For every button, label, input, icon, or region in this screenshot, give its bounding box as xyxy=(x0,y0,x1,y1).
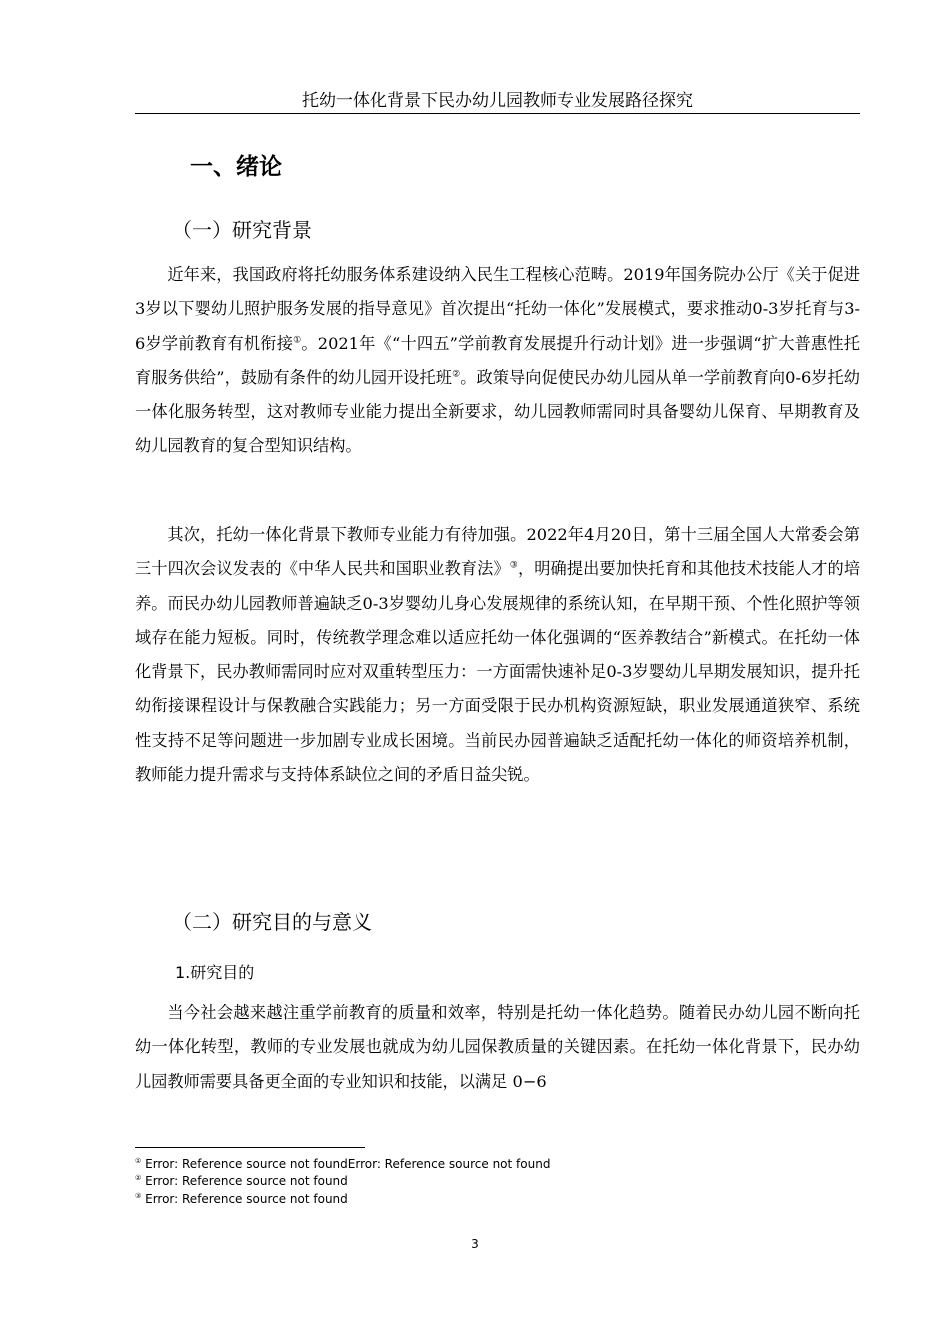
footnote-text: Error: Reference source not found xyxy=(145,1192,348,1206)
footnote-separator xyxy=(135,1147,365,1148)
paragraph-text: 其次，托幼一体化背景下教师专业能力有待加强。2022年4月20日，第十三届全国人大常委会第三十四次会议发表的《中华人民共和国职业教育法》 xyxy=(135,525,860,579)
chapter-heading: 一、绪论 xyxy=(190,154,282,180)
footnote-ref[interactable]: ③ xyxy=(509,560,518,571)
footnote-3 xyxy=(135,1192,348,1206)
footnote-1 xyxy=(135,1157,550,1171)
section-heading-background: （一）研究背景 xyxy=(172,218,312,242)
page-number: 3 xyxy=(471,1237,479,1251)
footnote-mark: ① xyxy=(135,1157,142,1165)
paragraph-text: 近年来，我国政府将托幼服务体系建设纳入民生工程核心范畴。2019年国务院办公厅《关于促进3岁以下婴幼儿照护服务发展的指导意见》首次提出“托幼一体化”发展模式，要求推动0-3岁托育与3-6岁学前教育有机衔接 xyxy=(135,265,860,353)
subsection-heading: 1.研究目的 xyxy=(175,963,255,982)
footnote-mark: ② xyxy=(135,1174,142,1182)
paragraph-text: 。2021年《“十四五”学前教育发展提升行动计划》进一步强调“扩大普惠性托育服务供给”，鼓励有条件的幼儿园开设托班 xyxy=(135,333,860,387)
paragraph-purpose: 当今社会越来越注重学前教育的质量和效率，特别是托幼一体化趋势。随着民办幼儿园不断向托幼一体化转型，教师的专业发展也就成为幼儿园保教质量的关键因素。在托幼一体化背景下，民办幼儿园教师需要具备更全面的专业知识和技能，以满足 0−6 xyxy=(135,1003,860,1091)
paragraph-text: 。政策导向促使民办幼儿园从单一学前教育向0-6岁托幼一体化服务转型，这对教师专业能力提出全新要求，幼儿园教师需同时具备婴幼儿保育、早期教育及幼儿园教育的复合型知识结构。 xyxy=(135,367,860,456)
footnote-text: Error: Reference source not found xyxy=(145,1174,348,1188)
paragraph-background-policy xyxy=(135,258,860,464)
footnote-ref[interactable]: ② xyxy=(452,369,461,380)
paragraph-background-ability xyxy=(135,518,860,792)
footnote-2 xyxy=(135,1174,348,1188)
footnote-text: Error: Reference source not foundError: Reference source not found xyxy=(145,1157,551,1171)
footnote-ref[interactable]: ① xyxy=(293,335,302,346)
section-heading-purpose: （二）研究目的与意义 xyxy=(172,910,372,934)
running-header: 托幼一体化背景下民办幼儿园教师专业发展路径探究 xyxy=(135,90,860,114)
paragraph-text: ，明确提出要加快托育和其他技术技能人才的培养。而民办幼儿园教师普遍缺乏0-3岁婴幼儿身心发展规律的系统认知，在早期干预、个性化照护等领域存在能力短板。同时，传统教学理念难以适应托幼一体化强调的“医养教结合”新模式。在托幼一体化背景下，民办教师需同时应对双重转型压力：一方面需快速补足0-3岁婴幼儿早期发展知识，提升托幼衔接课程设计与保教融合实践能力；另一方面受限于民办机构资源短缺，职业发展通道狭窄、系统性支持不足等问题进一步加剧专业成长困境。当前民办园普遍缺乏适配托幼一体化的师资培养机制，教师能力提升需求与支持体系缺位之间的矛盾日益尖锐。 xyxy=(135,559,861,785)
footnote-mark: ③ xyxy=(135,1192,142,1200)
